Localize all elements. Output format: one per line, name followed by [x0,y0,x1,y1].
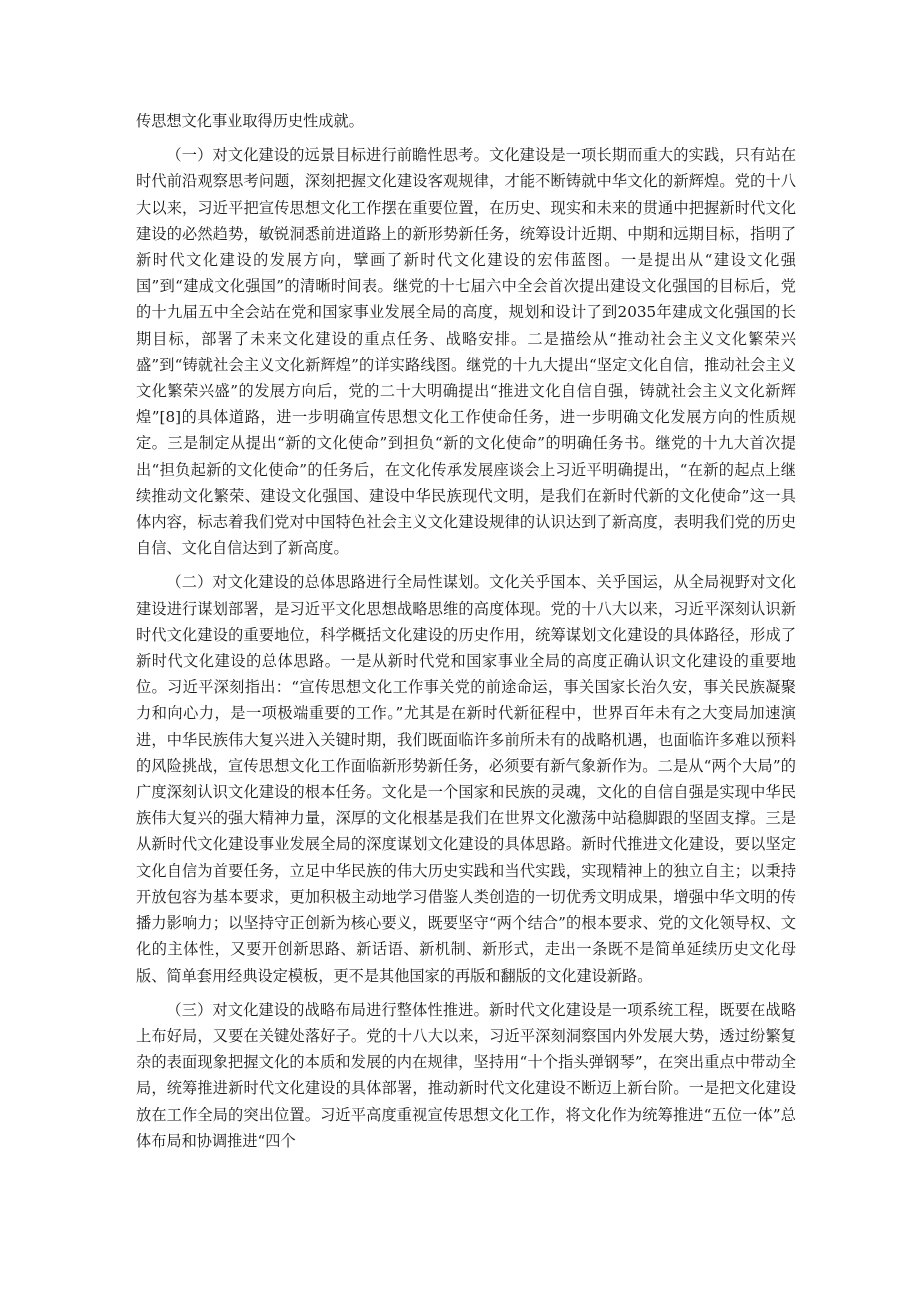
paragraph-section-2: （二）对文化建设的总体思路进行全局性谋划。文化关乎国本、关乎国运，从全局视野对文化建设进行谋划部署，是习近平文化思想战略思维的高度体现。党的十八大以来，习近平深刻认识新时代文化建设的重要地位，科学概括文化建设的历史作用，统筹谋划文化建设的具体路径，形成了新时代文化建设的总体思路。一是从新时代党和国家事业全局的高度正确认识文化建设的重要地位。习近平深刻指出：“宣传思想文化工作事关党的前途命运，事关国家长治久安，事关民族凝聚力和向心力，是一项极端重要的工作。”尤其是在新时代新征程中，世界百年未有之大变局加速演进，中华民族伟大复兴进入关键时期，我们既面临许多前所未有的战略机遇，也面临许多难以预料的风险挑战，宣传思想文化工作面临新形势新任务，必须要有新气象新作为。二是从“两个大局”的广度深刻认识文化建设的根本任务。文化是一个国家和民族的灵魂，文化的自信自强是实现中华民族伟大复兴的强大精神力量，深厚的文化根基是我们在世界文化激荡中站稳脚跟的坚固支撑。三是从新时代文化建设事业发展全局的深度谋划文化建设的具体思路。新时代推进文化建设，要以坚定文化自信为首要任务，立足中华民族的伟大历史实践和当代实践，实现精神上的独立自主；以秉持开放包容为基本要求，更加积极主动地学习借鉴人类创造的一切优秀文明成果，增强中华文明的传播力影响力；以坚持守正创新为核心要义，既要坚守“两个结合”的根本要求、党的文化领导权、文化的主体性，又要开创新思路、新话语、新机制、新形式，走出一条既不是简单延续历史文化母版、简单套用经典设定模板，更不是其他国家的再版和翻版的文化建设新路。 [136,573,796,985]
paragraph-section-3: （三）对文化建设的战略布局进行整体性推进。新时代文化建设是一项系统工程，既要在战略上布好局，又要在关键处落好子。党的十八大以来，习近平深刻洞察国内外发展大势，透过纷繁复杂的表面现象把握文化的本质和发展的内在规律，坚持用“十个指头弹钢琴”，在突出重点中带动全局，统筹推进新时代文化建设的具体部署，推动新时代文化建设不断迈上新台阶。一是把文化建设放在工作全局的突出位置。习近平高度重视宣传思想文化工作，将文化作为统筹推进“五位一体”总体布局和协调推进“四个 [136,1000,796,1150]
paragraph-section-1: （一）对文化建设的远景目标进行前瞻性思考。文化建设是一项长期而重大的实践，只有站在时代前沿观察思考问题，深刻把握文化建设客观规律，才能不断铸就中华文化的新辉煌。党的十八大以来，习近平把宣传思想文化工作摆在重要位置，在历史、现实和未来的贯通中把握新时代文化建设的必然趋势，敏锐洞悉前进道路上的新形势新任务，统筹设计近期、中期和远期目标，指明了新时代文化建设的发展方向，擘画了新时代文化建设的宏伟蓝图。一是提出从“建设文化强国”到“建成文化强国”的清晰时间表。继党的十七届六中全会首次提出建设文化强国的目标后，党的十九届五中全会站在党和国家事业发展全局的高度，规划和设计了到2035年建成文化强国的长期目标，部署了未来文化建设的重点任务、战略安排。二是描绘从“推动社会主义文化繁荣兴盛”到“铸就社会主义文化新辉煌”的详实路线图。继党的十九大提出“坚定文化自信，推动社会主义文化繁荣兴盛”的发展方向后，党的二十大明确提出“推进文化自信自强，铸就社会主义文化新辉煌”[8]的具体道路，进一步明确宣传思想文化工作使命任务，进一步明确文化发展方向的性质规定。三是制定从提出“新的文化使命”到担负“新的文化使命”的明确任务书。继党的十九大首次提出“担负起新的文化使命”的任务后，在文化传承发展座谈会上习近平明确提出，“在新的起点上继续推动文化繁荣、建设文化强国、建设中华民族现代文明，是我们在新时代新的文化使命”这一具体内容，标志着我们党对中国特色社会主义文化建设规律的认识达到了新高度，表明我们党的历史自信、文化自信达到了新高度。 [136,146,796,558]
document-body [136,108,796,1154]
paragraph-continuation: 传思想文化事业取得历史性成就。 [136,112,364,130]
